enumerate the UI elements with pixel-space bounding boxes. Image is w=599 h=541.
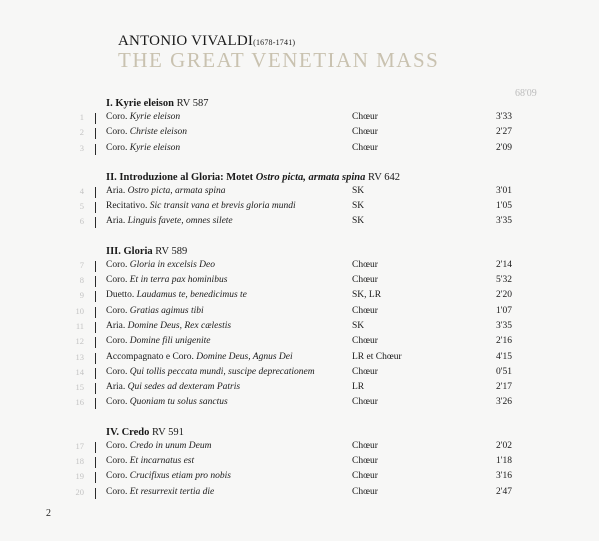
track-form: Coro. (106, 336, 128, 347)
track-duration: 1'05 (496, 201, 512, 212)
track-row (0, 185, 599, 200)
track-duration: 4'15 (496, 351, 512, 362)
track-duration: 2'20 (496, 290, 512, 301)
track-list (0, 92, 599, 501)
track-performer: Chœur (352, 127, 378, 138)
track-form: Aria. (106, 216, 126, 227)
track-row (0, 335, 599, 350)
section-gap (0, 157, 599, 166)
track-description (106, 306, 204, 316)
track-text: Sic transit vana et brevis gloria mundi (149, 201, 296, 212)
track-text: Domine Deus, Rex cælestis (127, 320, 232, 331)
track-row (0, 440, 599, 455)
album-title: THE GREAT VENETIAN MASS (118, 48, 440, 72)
track-performer: Chœur (352, 397, 378, 408)
track-number: 6 (79, 216, 84, 227)
section-heading (0, 92, 599, 111)
track-row (0, 351, 599, 366)
track-description (106, 336, 211, 346)
track-duration: 2'27 (496, 127, 512, 138)
track-description (106, 487, 214, 497)
track-number: 20 (75, 486, 84, 497)
section-gap (0, 231, 599, 240)
track-duration: 5'32 (496, 275, 512, 286)
track-text: Gloria in excelsis Deo (129, 259, 215, 270)
track-text: Linguis favete, omnes silete (127, 216, 233, 227)
track-duration: 3'16 (496, 471, 512, 482)
track-number: 12 (75, 336, 84, 347)
track-divider (95, 307, 96, 318)
track-form: Coro. (106, 112, 128, 122)
track-text: Kyrie eleison (129, 142, 181, 153)
track-divider (95, 442, 96, 453)
track-performer: SK (352, 216, 365, 227)
track-row (0, 455, 599, 470)
section-title: I. Kyrie eleison (106, 98, 174, 109)
section-title-italic-text: Ostro picta, armata spina (255, 171, 366, 183)
track-text: Credo in unum Deum (129, 440, 212, 451)
track-description (106, 216, 233, 226)
track-form: Aria. (106, 320, 126, 331)
track-row (0, 200, 599, 215)
track-number: 3 (79, 142, 84, 153)
track-form: Coro. (106, 440, 128, 451)
track-number: 19 (75, 471, 84, 482)
track-number: 8 (79, 275, 84, 286)
total-duration: 68'09 (515, 88, 537, 99)
section-catalog: RV 591 (152, 426, 184, 438)
section-title: II. Introduzione al Gloria: Motet (106, 171, 254, 183)
track-row (0, 259, 599, 274)
track-performer: Chœur (352, 471, 378, 482)
track-number: 9 (79, 290, 84, 301)
composer-label: ANTONIO VIVALDI (118, 33, 254, 49)
track-performer: Chœur (352, 259, 378, 270)
section-catalog: RV 642 (368, 171, 400, 183)
track-number: 16 (75, 397, 84, 408)
track-description (106, 456, 194, 466)
track-divider (95, 457, 96, 468)
track-description (106, 382, 240, 392)
track-number: 18 (75, 456, 84, 467)
section-catalog: RV 587 (176, 98, 209, 109)
track-divider (95, 337, 96, 348)
track-performer: Chœur (352, 305, 378, 316)
track-divider (95, 113, 96, 124)
track-row (0, 470, 599, 485)
track-number: 17 (75, 440, 84, 451)
track-row (0, 126, 599, 141)
track-divider (95, 202, 96, 213)
track-divider (95, 322, 96, 333)
track-text: Et in terra pax hominibus (129, 275, 228, 286)
track-divider (95, 398, 96, 409)
track-form: Coro. (106, 366, 128, 377)
track-form: Coro. (106, 142, 128, 153)
track-number: 5 (79, 201, 84, 212)
track-description (106, 143, 180, 153)
track-performer: Chœur (352, 440, 378, 451)
track-divider (95, 353, 96, 364)
track-text: Et resurrexit tertia die (129, 486, 215, 497)
track-row (0, 381, 599, 396)
track-text: Ostro picta, armata spina (127, 185, 226, 196)
track-number: 11 (75, 320, 84, 331)
track-text: Domine Deus, Agnus Dei (196, 351, 293, 362)
track-divider (95, 217, 96, 228)
track-text: Qui tollis peccata mundi, suscipe deprecationem (129, 366, 315, 377)
section-heading (0, 421, 599, 440)
track-text: Gratias agimus tibi (129, 305, 204, 316)
track-performer: SK, LR (352, 290, 382, 301)
track-description (106, 201, 296, 211)
track-form: Coro. (106, 471, 128, 482)
track-description (106, 275, 227, 285)
track-description (106, 367, 315, 377)
track-duration: 3'35 (496, 216, 512, 227)
track-divider (95, 261, 96, 272)
track-duration: 3'01 (496, 185, 512, 196)
track-text: Crucifixus etiam pro nobis (129, 471, 231, 482)
track-row (0, 274, 599, 289)
track-performer: Chœur (352, 486, 378, 497)
track-form: Aria. (106, 185, 126, 196)
track-duration: 1'18 (496, 456, 512, 467)
track-description (106, 441, 211, 451)
track-performer: Chœur (352, 366, 378, 377)
track-performer: LR et Chœur (352, 351, 402, 362)
track-text: Domine fili unigenite (129, 336, 211, 347)
track-row (0, 396, 599, 411)
track-divider (95, 187, 96, 198)
section-heading (0, 240, 599, 259)
track-row (0, 320, 599, 335)
track-duration: 3'35 (496, 320, 512, 331)
track-text: Qui sedes ad dexteram Patris (127, 382, 241, 393)
track-form: Recitativo. (106, 201, 148, 212)
track-description (106, 321, 231, 331)
track-row (0, 486, 599, 501)
track-form: Duetto. (106, 290, 135, 301)
track-text: Christe eleison (129, 127, 188, 138)
track-divider (95, 276, 96, 287)
track-text: Laudamus te, benedicimus te (136, 290, 247, 301)
track-duration: 2'09 (496, 142, 512, 153)
track-text: Kyrie eleison (129, 112, 181, 122)
track-form: Coro. (106, 127, 128, 138)
track-form: Coro. (106, 456, 128, 467)
track-divider (95, 383, 96, 394)
track-duration: 2'16 (496, 336, 512, 347)
track-description (106, 352, 293, 362)
track-duration: 0'51 (496, 366, 512, 377)
track-number: 13 (75, 351, 84, 362)
track-row (0, 305, 599, 320)
track-form: Coro. (106, 486, 128, 497)
section-title: III. Gloria (106, 245, 153, 257)
track-divider (95, 472, 96, 483)
track-duration: 2'47 (496, 486, 512, 497)
track-form: Accompagnato e Coro. (106, 351, 194, 362)
track-divider (95, 368, 96, 379)
track-text: Quoniam tu solus sanctus (129, 397, 228, 408)
track-duration: 1'07 (496, 305, 512, 316)
track-performer: Chœur (352, 112, 378, 122)
track-row (0, 366, 599, 381)
track-performer: Chœur (352, 275, 378, 286)
track-divider (95, 488, 96, 499)
track-row (0, 289, 599, 304)
track-description (106, 471, 231, 481)
track-description (106, 112, 180, 122)
track-form: Coro. (106, 305, 128, 316)
track-number: 7 (79, 259, 84, 270)
track-description (106, 397, 228, 407)
track-duration: 2'14 (496, 259, 512, 270)
page-number: 2 (46, 508, 51, 519)
track-description (106, 127, 187, 137)
track-performer: Chœur (352, 142, 378, 153)
track-form: Aria. (106, 382, 126, 393)
track-description (106, 186, 225, 196)
track-performer: SK (352, 185, 365, 196)
section-title-italic (256, 172, 366, 183)
track-form: Coro. (106, 259, 128, 270)
track-number: 15 (75, 382, 84, 393)
track-form: Coro. (106, 275, 128, 286)
track-number: 4 (79, 185, 84, 196)
section-heading (0, 166, 599, 185)
track-performer: SK (352, 201, 365, 212)
track-divider (95, 128, 96, 139)
track-row (0, 142, 599, 157)
section-gap (0, 412, 599, 421)
track-number: 1 (79, 112, 84, 122)
track-divider (95, 291, 96, 302)
track-duration: 3'26 (496, 397, 512, 408)
track-number: 2 (79, 127, 84, 138)
track-performer: SK (352, 320, 365, 331)
track-duration: 2'02 (496, 440, 512, 451)
track-number: 14 (75, 366, 84, 377)
track-performer: Chœur (352, 336, 378, 347)
track-performer: Chœur (352, 456, 378, 467)
track-number: 10 (75, 305, 84, 316)
composer-dates: (1678-1741) (253, 38, 296, 47)
track-form: Coro. (106, 397, 128, 408)
track-duration: 2'17 (496, 382, 512, 393)
section-catalog: RV 589 (155, 245, 188, 257)
track-divider (95, 144, 96, 155)
track-description (106, 290, 247, 300)
track-description (106, 260, 215, 270)
track-row (0, 111, 599, 126)
section-title: IV. Credo (106, 426, 150, 438)
track-performer: LR (352, 382, 365, 393)
track-duration: 3'33 (496, 112, 512, 122)
track-text: Et incarnatus est (129, 456, 195, 467)
track-row (0, 215, 599, 230)
